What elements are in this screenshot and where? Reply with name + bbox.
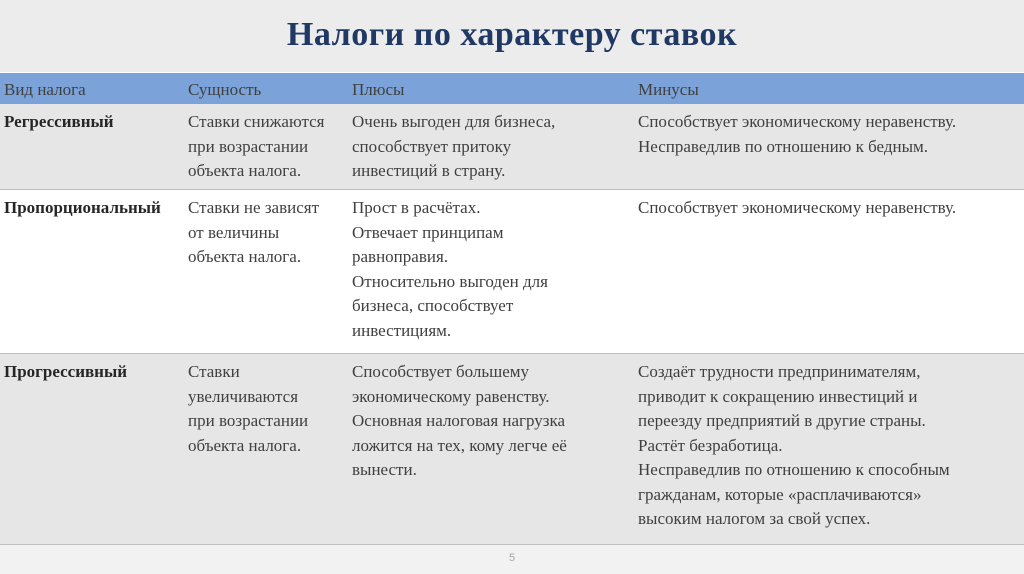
pros-line: Прост в расчётах. bbox=[352, 198, 481, 217]
pros-line: Относительно выгоден для bbox=[352, 271, 548, 291]
cons-line: высоким налогом за свой успех. bbox=[638, 509, 871, 528]
tax-type: Прогрессивный bbox=[4, 362, 128, 381]
pros-line: Способствует большему bbox=[352, 362, 530, 381]
cons-line: переезду предприятий в другие страны. bbox=[638, 411, 926, 430]
pros-line: Отвечает принципам bbox=[352, 222, 504, 242]
pros-line: бизнеса, способствует bbox=[352, 296, 514, 315]
essence-cell bbox=[188, 196, 348, 270]
table-row-regressive bbox=[0, 104, 1024, 190]
essence-line: от величины bbox=[188, 222, 280, 242]
page-number: 5 bbox=[508, 552, 516, 564]
pros-line: Очень выгоден для бизнеса, bbox=[352, 112, 556, 131]
cons-line: гражданам, которые «расплачиваются» bbox=[638, 484, 922, 504]
table-row-progressive bbox=[0, 354, 1024, 545]
pros-line: вынести. bbox=[352, 460, 417, 479]
cons-line: Растёт безработица. bbox=[638, 435, 783, 455]
pros-cell bbox=[352, 196, 632, 343]
pros-line: инвестициям. bbox=[352, 320, 452, 340]
tax-type: Регрессивный bbox=[4, 112, 114, 131]
essence-line: объекта налога. bbox=[188, 161, 302, 180]
cons-cell bbox=[638, 196, 1018, 221]
pros-cell bbox=[352, 360, 632, 483]
cons-cell bbox=[638, 110, 1018, 159]
header-essence: Сущность bbox=[188, 80, 262, 99]
pros-line: Основная налоговая нагрузка bbox=[352, 411, 566, 430]
slide-title: Налоги по характеру ставок bbox=[286, 16, 738, 53]
cons-cell bbox=[638, 360, 1018, 532]
essence-line: при возрастании bbox=[188, 411, 309, 430]
pros-line: способствует притоку bbox=[352, 136, 512, 156]
cons-line: Несправедлив по отношению к способным bbox=[638, 460, 950, 479]
essence-line: при возрастании bbox=[188, 136, 309, 156]
essence-cell bbox=[188, 110, 348, 184]
pros-line: инвестиций в страну. bbox=[352, 161, 506, 180]
header-pros: Плюсы bbox=[352, 80, 405, 99]
pros-line: ложится на тех, кому легче её bbox=[352, 435, 567, 455]
essence-line: Ставки не зависят bbox=[188, 198, 320, 217]
essence-line: объекта налога. bbox=[188, 247, 302, 266]
pros-line: экономическому равенству. bbox=[352, 386, 550, 406]
table-row-proportional bbox=[0, 190, 1024, 354]
title-bar bbox=[0, 0, 1024, 73]
essence-line: увеличиваются bbox=[188, 386, 299, 406]
cons-line: приводит к сокращению инвестиций и bbox=[638, 386, 918, 406]
tax-type: Пропорциональный bbox=[4, 198, 161, 217]
pros-line: равноправия. bbox=[352, 247, 449, 266]
essence-line: Ставки bbox=[188, 362, 240, 381]
cons-line: Способствует экономическому неравенству. bbox=[638, 198, 957, 217]
essence-line: Ставки снижаются bbox=[188, 112, 325, 131]
header-cons: Минусы bbox=[638, 80, 699, 99]
essence-cell bbox=[188, 360, 348, 458]
pros-cell bbox=[352, 110, 632, 184]
essence-line: объекта налога. bbox=[188, 435, 302, 455]
cons-line: Несправедлив по отношению к бедным. bbox=[638, 136, 929, 156]
table-header-row bbox=[0, 72, 1024, 104]
tax-table bbox=[0, 72, 1024, 545]
cons-line: Создаёт трудности предпринимателям, bbox=[638, 362, 921, 381]
header-type: Вид налога bbox=[4, 80, 86, 99]
cons-line: Способствует экономическому неравенству. bbox=[638, 112, 957, 131]
